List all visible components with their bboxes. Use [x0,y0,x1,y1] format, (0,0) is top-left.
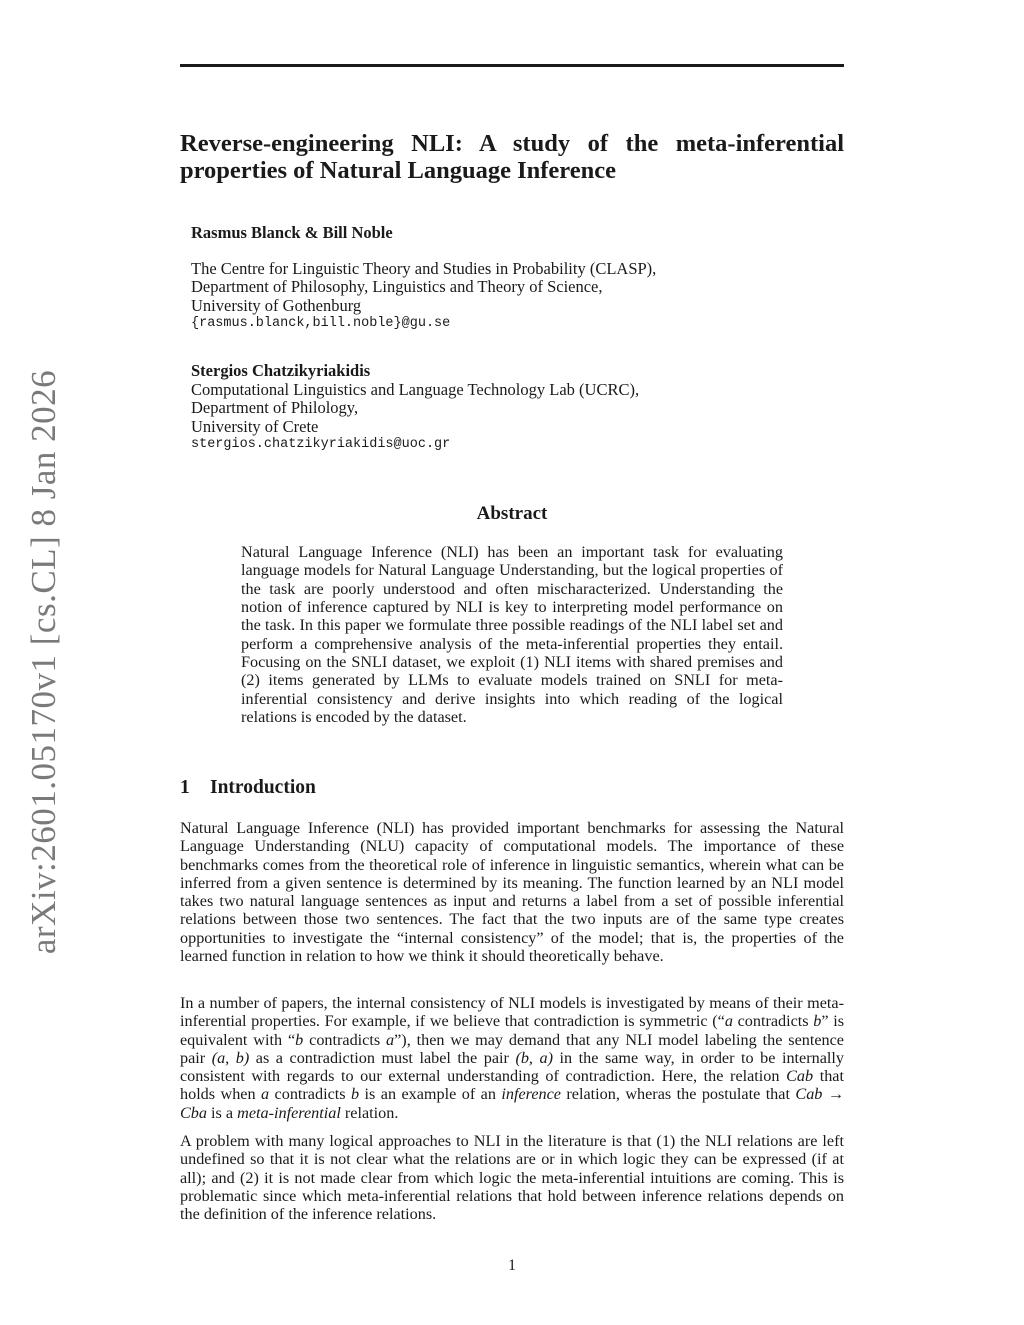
math-pair: (b, a) [515,1048,553,1067]
author-email: stergios.chatzikyriakidis@uoc.gr [191,437,451,453]
affiliation-line: The Centre for Linguistic Theory and Studies in Probability (CLASP), [191,258,657,278]
text-run: ”), then we may demand that any NLI model labeling the sentence pair [180,1030,844,1067]
affiliation-line: Computational Linguistics and Language Technology Lab (UCRC), [191,379,640,399]
text-run: is an example of an [359,1085,502,1104]
section-number: 1 [180,777,190,798]
abstract-heading: Abstract [476,503,548,524]
arxiv-identifier: arXiv:2601.05170v1 [cs.CL] 8 Jan 2026 [24,369,63,955]
body-paragraph [180,994,844,1122]
text-run: contradicts [732,1012,814,1031]
text-run: in the same way, in order to be internally consistent with regards to our external understanding of contradiction. Here, the relation [180,1048,844,1086]
body-paragraph: Natural Language Inference (NLI) has provided important benchmarks for assessing the Natural Language Understanding (NLU) capacity of computational models. The importance of these benchmarks comes from the theoretical role of inference in linguistic semantics, wherein what can be inferred from a given sentence is determined by its meaning. The function learned by an NLI model takes two natural language sentences as input and returns a label from a set of possible inferential relations between those two sentences. The fact that the two inputs are of the same type creates opportunities to investigate the “internal consistency” of the model; that is, the properties of the learned function in relation to how we think it should theoretically behave. [180,819,844,966]
author-group [191,362,831,455]
body-paragraph: A problem with many logical approaches to NLI in the literature is that (1) the NLI relations are left undefined so that it is not clear what the relations are or in which logic they can be expressed (if at all); and (2) it is not made clear from which logic the meta-inferential intuitions are coming. This is problematic since which meta-inferential relations that hold between inference relations depends on the definition of the inference relations. [180,1132,844,1224]
affiliation [191,260,831,316]
author-group [191,224,831,334]
implies-arrow: → [822,1085,845,1104]
affiliation-line: University of Gothenburg [191,295,362,315]
text-run: In a number of papers, the internal consistency of NLI models is investigated by means of their meta-inferential properties. For example, if we believe that contradiction is symmetric (“ [180,994,844,1031]
section-title: Introduction [210,777,316,798]
text-run: contradicts [303,1030,387,1049]
math-relation: Cab [795,1085,823,1104]
text-run: that holds when [180,1067,844,1104]
affiliation-line: Department of Philology, [191,398,359,418]
math-symbol: b [351,1085,360,1104]
math-symbol: a [261,1085,270,1104]
math-relation: Cba [180,1103,207,1122]
abstract-text: Natural Language Inference (NLI) has been an important task for evaluating language models for Natural Language Understanding, but the logical properties of the task are poorly understood and often mischaracterized. Understanding the notion of inference captured by NLI is key to interpreting model performance on the task. In this paper we formulate three possible readings of the NLI label set and perform a comprehensive analysis of the meta-inferential properties they entail. Focusing on the SNLI dataset, we exploit (1) NLI items with shared premises and (2) items generated by LLMs to evaluate models trained on SNLI for meta-inferential consistency and derive insights into which reading of the logical relations is encoded by the dataset. [241,543,783,727]
affiliation [191,381,831,437]
math-symbol: b [295,1030,304,1049]
section-heading [180,777,316,799]
text-run: relation. [340,1103,399,1122]
page-number: 1 [508,1257,516,1274]
affiliation-line: Department of Philosophy, Linguistics and Theory of Science, [191,277,603,297]
math-pair: (a, b) [211,1048,250,1067]
text-run: as a contradiction must label the pair [249,1048,516,1067]
affiliation-line: University of Crete [191,416,319,436]
math-symbol: b [813,1012,822,1031]
author-email: {rasmus.blanck,bill.noble}@gu.se [191,316,451,332]
paper-title: Reverse-engineering NLI: A study of the meta-inferential properties of Natural Language Inference [180,130,844,184]
author-names: Rasmus Blanck & Bill Noble [191,223,393,242]
text-run: relation, wheras the postulate that [560,1085,796,1104]
emphasis: meta-inferential [237,1103,341,1122]
text-run: ” is equivalent with “ [180,1012,844,1049]
top-rule [180,64,844,67]
text-run: is a [207,1103,238,1122]
math-relation: Cab [786,1067,814,1086]
emphasis: inference [501,1085,561,1104]
math-symbol: a [386,1030,395,1049]
text-run: contradicts [269,1085,351,1104]
math-symbol: a [724,1012,733,1031]
author-names: Stergios Chatzikyriakidis [191,361,371,380]
